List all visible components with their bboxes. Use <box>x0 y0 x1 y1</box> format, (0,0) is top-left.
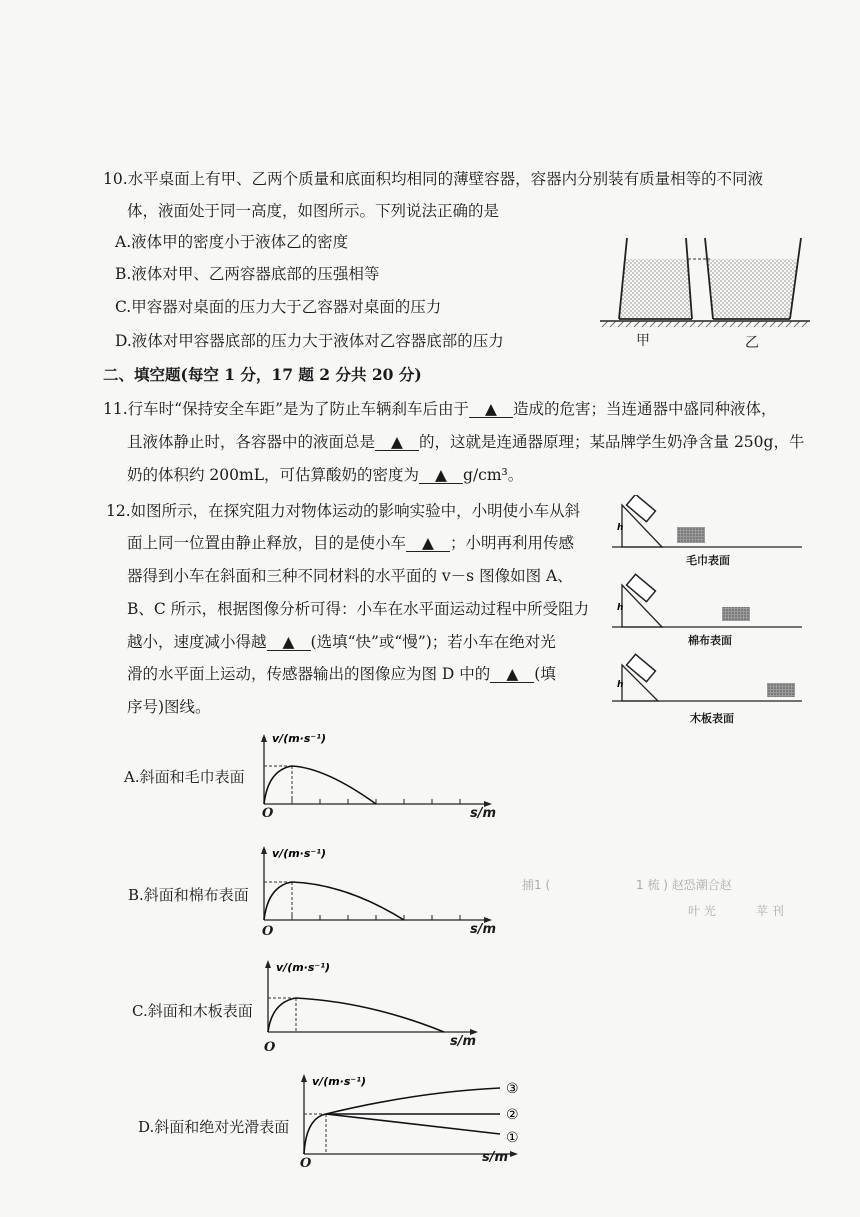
q10-option-b: B.液体对甲、乙两容器底部的压强相等 <box>115 265 380 283</box>
svg-text:③: ③ <box>506 1081 519 1097</box>
q11-blank-1[interactable]: ▲ <box>469 401 513 418</box>
q12-line1: 12.如图所示，在探究阻力对物体运动的影响实验中，小明使小车从斜 <box>106 502 581 520</box>
ramp-wood <box>612 654 802 701</box>
svg-text:h: h <box>617 603 624 613</box>
q12-blank-1[interactable]: ▲ <box>406 535 450 552</box>
q10-option-c: C.甲容器对桌面的压力大于乙容器对桌面的压力 <box>115 298 442 316</box>
q11-blank-3[interactable]: ▲ <box>419 467 463 484</box>
svg-text:v/(m·s⁻¹): v/(m·s⁻¹) <box>312 1075 367 1088</box>
q11-blank-2[interactable]: ▲ <box>375 434 419 451</box>
graph-d-origin: O <box>300 1156 312 1171</box>
q10-option-d: D.液体对甲容器底部的压力大于液体对乙容器底部的压力 <box>115 332 504 350</box>
graph-a-title: A.斜面和毛巾表面 <box>124 768 245 786</box>
svg-text:②: ② <box>506 1107 519 1123</box>
graph-b <box>256 842 496 942</box>
q12-line4: B、C 所示，根据图像分析可得：小车在水平面运动过程中所受阻力 <box>127 600 590 618</box>
q12-line2: 面上同一位置由静止释放，目的是使小车 ▲ ；小明再利用传感 <box>127 534 575 552</box>
q12-line7: 序号)图线。 <box>127 698 211 716</box>
graph-b-xlabel: s/m <box>470 922 497 937</box>
q10-stem-line2: 体，液面处于同一高度，如图所示。下列说法正确的是 <box>127 202 500 220</box>
svg-text:①: ① <box>506 1130 519 1146</box>
graph-b-origin: O <box>262 924 274 939</box>
label-jia: 甲 <box>636 333 650 349</box>
line-3 <box>326 1088 500 1114</box>
q12-line3: 器得到小车在斜面和三种不同材料的水平面的 v－s 图像如图 A、 <box>127 567 573 585</box>
svg-text:v/(m·s⁻¹): v/(m·s⁻¹) <box>272 847 327 860</box>
graph-c-xlabel: s/m <box>450 1034 477 1049</box>
q12-blank-2[interactable]: ▲ <box>267 634 311 651</box>
ramp-towel <box>612 495 802 547</box>
q12-line6: 滑的水平面上运动，传感器输出的图像应为图 D 中的 ▲ (填 <box>127 665 556 683</box>
svg-text:v/(m·s⁻¹): v/(m·s⁻¹) <box>272 732 327 745</box>
graph-b-title: B.斜面和棉布表面 <box>128 886 249 904</box>
bleed-text-2: 1 梳 ) 赵恐潮合赵 <box>636 878 732 892</box>
caption-wood: 木板表面 <box>690 712 734 725</box>
caption-towel: 毛巾表面 <box>686 554 730 567</box>
svg-text:v/(m·s⁻¹): v/(m·s⁻¹) <box>276 961 331 974</box>
graph-d-title: D.斜面和绝对光滑表面 <box>138 1118 290 1136</box>
graph-c-origin: O <box>264 1040 276 1055</box>
q11-line3: 奶的体积约 200mL，可估算酸奶的密度为 ▲ g/cm³。 <box>127 466 524 484</box>
q11-line1: 11.行车时“保持安全车距”是为了防止车辆刹车后由于 ▲ 造成的危害；当连通器中盛同种液体， <box>103 400 777 418</box>
liquid-yi <box>708 259 797 319</box>
ramp-cotton <box>612 574 802 627</box>
svg-text:h: h <box>617 523 624 533</box>
bleed-text-3: 叶 光 <box>688 904 716 918</box>
q11-line2: 且液体静止时，各容器中的液面总是 ▲ 的，这就是连通器原理；某品牌学生奶净含量 250g，牛 <box>127 433 805 451</box>
caption-cotton: 棉布表面 <box>688 634 732 647</box>
ramp-figures <box>612 495 812 725</box>
bleed-text-4: 苹 刊 <box>756 904 784 918</box>
liquid-jia <box>619 259 692 319</box>
svg-text:h: h <box>617 680 624 690</box>
graph-d-xlabel: s/m <box>482 1150 509 1165</box>
graph-a <box>256 730 496 830</box>
containers-figure <box>600 228 810 328</box>
bleed-text-1: 捕1 ( <box>522 878 551 892</box>
section-title: 二、填空题(每空 1 分，17 题 2 分共 20 分) <box>103 365 422 384</box>
graph-c-title: C.斜面和木板表面 <box>132 1002 253 1020</box>
q10-stem-line1: 10.水平桌面上有甲、乙两个质量和底面积均相同的薄壁容器，容器内分别装有质量相等的不同液 <box>103 170 764 188</box>
q12-line5: 越小，速度减小得越 ▲ (选填“快”或“慢”)；若小车在绝对光 <box>127 633 556 651</box>
q10-option-a: A.液体甲的密度小于液体乙的密度 <box>115 233 349 251</box>
q12-blank-3[interactable]: ▲ <box>490 666 534 683</box>
label-yi: 乙 <box>745 335 759 351</box>
graph-a-xlabel: s/m <box>470 806 497 821</box>
graph-a-origin: O <box>262 806 274 821</box>
line-1 <box>326 1114 500 1134</box>
